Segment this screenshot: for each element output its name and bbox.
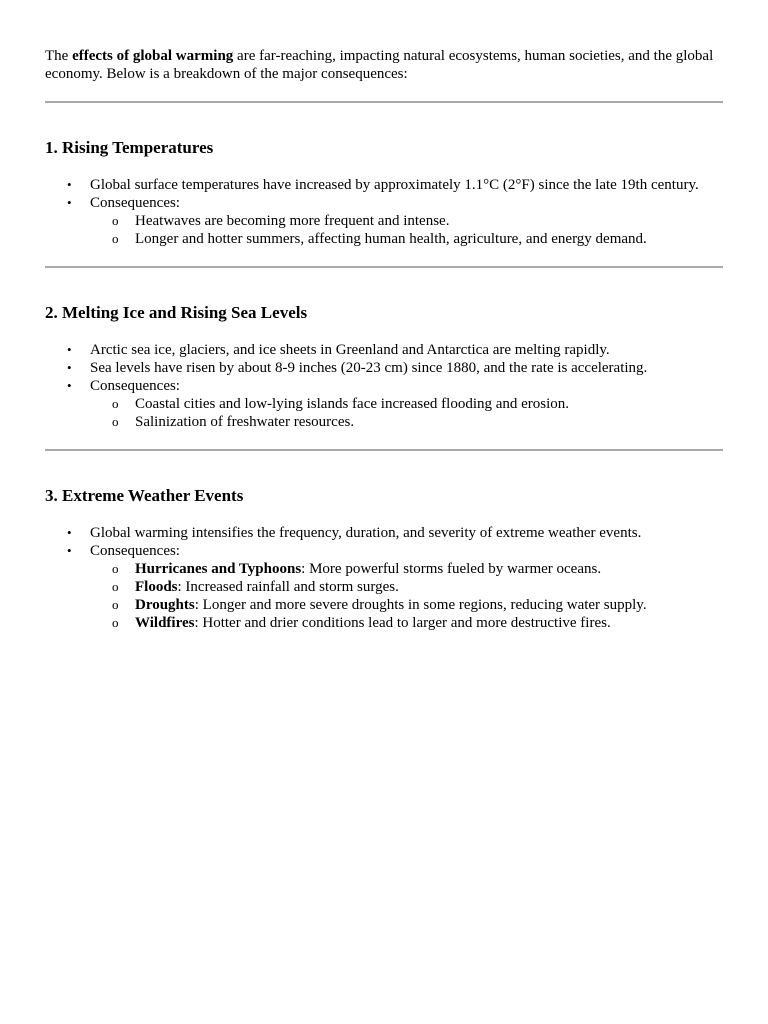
bullet-icon: • xyxy=(67,342,72,357)
list-item-text: Global surface temperatures have increased by approximately 1.1°C (2°F) since the late 19th century. xyxy=(90,177,699,193)
sub-item-term: Floods xyxy=(135,579,178,595)
circle-bullet-icon: o xyxy=(112,579,119,594)
circle-bullet-icon: o xyxy=(112,396,119,411)
sub-list-item xyxy=(112,560,723,578)
list-item xyxy=(67,524,723,542)
consequences-list xyxy=(90,212,723,248)
circle-bullet-icon: o xyxy=(112,231,119,246)
sub-item-text: Coastal cities and low-lying islands face increased flooding and erosion. xyxy=(135,396,570,412)
list-item xyxy=(67,176,723,194)
bullet-icon: • xyxy=(67,525,72,540)
sub-item-term: Wildfires xyxy=(135,615,195,631)
intro-bold-term: effects of global warming xyxy=(72,48,234,64)
sub-item-text: : Longer and more severe droughts in some regions, reducing water supply. xyxy=(194,597,647,613)
list-item xyxy=(67,194,723,248)
list-item-text: Global warming intensifies the frequency, duration, and severity of extreme weather events. xyxy=(90,525,642,541)
intro-suffix: are far-reaching, impacting natural ecosystems, human societies, and the global economy. Below is a breakdown of the major consequences: xyxy=(45,48,714,82)
section-title-extreme-weather: 3. Extreme Weather Events xyxy=(45,486,244,505)
sub-item-text: Heatwaves are becoming more frequent and intense. xyxy=(135,213,450,229)
bullet-icon: • xyxy=(67,378,72,393)
sub-list-item xyxy=(112,614,723,632)
bullet-icon: • xyxy=(67,195,72,210)
list-item xyxy=(67,377,723,431)
circle-bullet-icon: o xyxy=(112,615,119,630)
circle-bullet-icon: o xyxy=(112,213,119,228)
list-item xyxy=(67,359,723,377)
sub-list-item xyxy=(112,230,723,248)
circle-bullet-icon: o xyxy=(112,561,119,576)
sub-list-item xyxy=(112,395,723,413)
divider xyxy=(45,449,723,451)
sub-item-term: Hurricanes and Typhoons xyxy=(135,561,302,577)
sub-item-text: Longer and hotter summers, affecting human health, agriculture, and energy demand. xyxy=(135,231,647,247)
list-item-text: Consequences: xyxy=(90,195,180,211)
divider xyxy=(45,266,723,268)
divider xyxy=(45,101,723,103)
sub-list-item xyxy=(112,212,723,230)
bullet-icon: • xyxy=(67,543,72,558)
list-item-text: Consequences: xyxy=(90,543,180,559)
list-item-text: Sea levels have risen by about 8-9 inches (20-23 cm) since 1880, and the rate is accelerating. xyxy=(90,360,648,376)
list-item-text: Consequences: xyxy=(90,378,180,394)
list-item-text: Arctic sea ice, glaciers, and ice sheets in Greenland and Antarctica are melting rapidly. xyxy=(90,342,610,358)
consequences-list xyxy=(90,395,723,431)
sub-list-item xyxy=(112,596,723,614)
intro-prefix: The xyxy=(45,48,73,64)
bullet-icon: • xyxy=(67,177,72,192)
list-item xyxy=(67,341,723,359)
circle-bullet-icon: o xyxy=(112,414,119,429)
section-title-rising-temperatures: 1. Rising Temperatures xyxy=(45,138,214,157)
list-item xyxy=(67,542,723,632)
intro-paragraph xyxy=(45,47,723,83)
section-bullets xyxy=(45,176,723,248)
bullet-icon: • xyxy=(67,360,72,375)
section-bullets xyxy=(45,341,723,431)
section-bullets xyxy=(45,524,723,632)
consequences-list xyxy=(90,560,723,632)
circle-bullet-icon: o xyxy=(112,597,119,612)
sub-item-term: Droughts xyxy=(135,597,195,613)
sub-item-text: : More powerful storms fueled by warmer oceans. xyxy=(301,561,602,577)
section-title-melting-ice: 2. Melting Ice and Rising Sea Levels xyxy=(45,303,308,322)
sub-list-item xyxy=(112,578,723,596)
sub-list-item xyxy=(112,413,723,431)
sub-item-text: : Increased rainfall and storm surges. xyxy=(177,579,399,595)
sub-item-text: Salinization of freshwater resources. xyxy=(135,414,355,430)
sub-item-text: : Hotter and drier conditions lead to larger and more destructive fires. xyxy=(194,615,611,631)
